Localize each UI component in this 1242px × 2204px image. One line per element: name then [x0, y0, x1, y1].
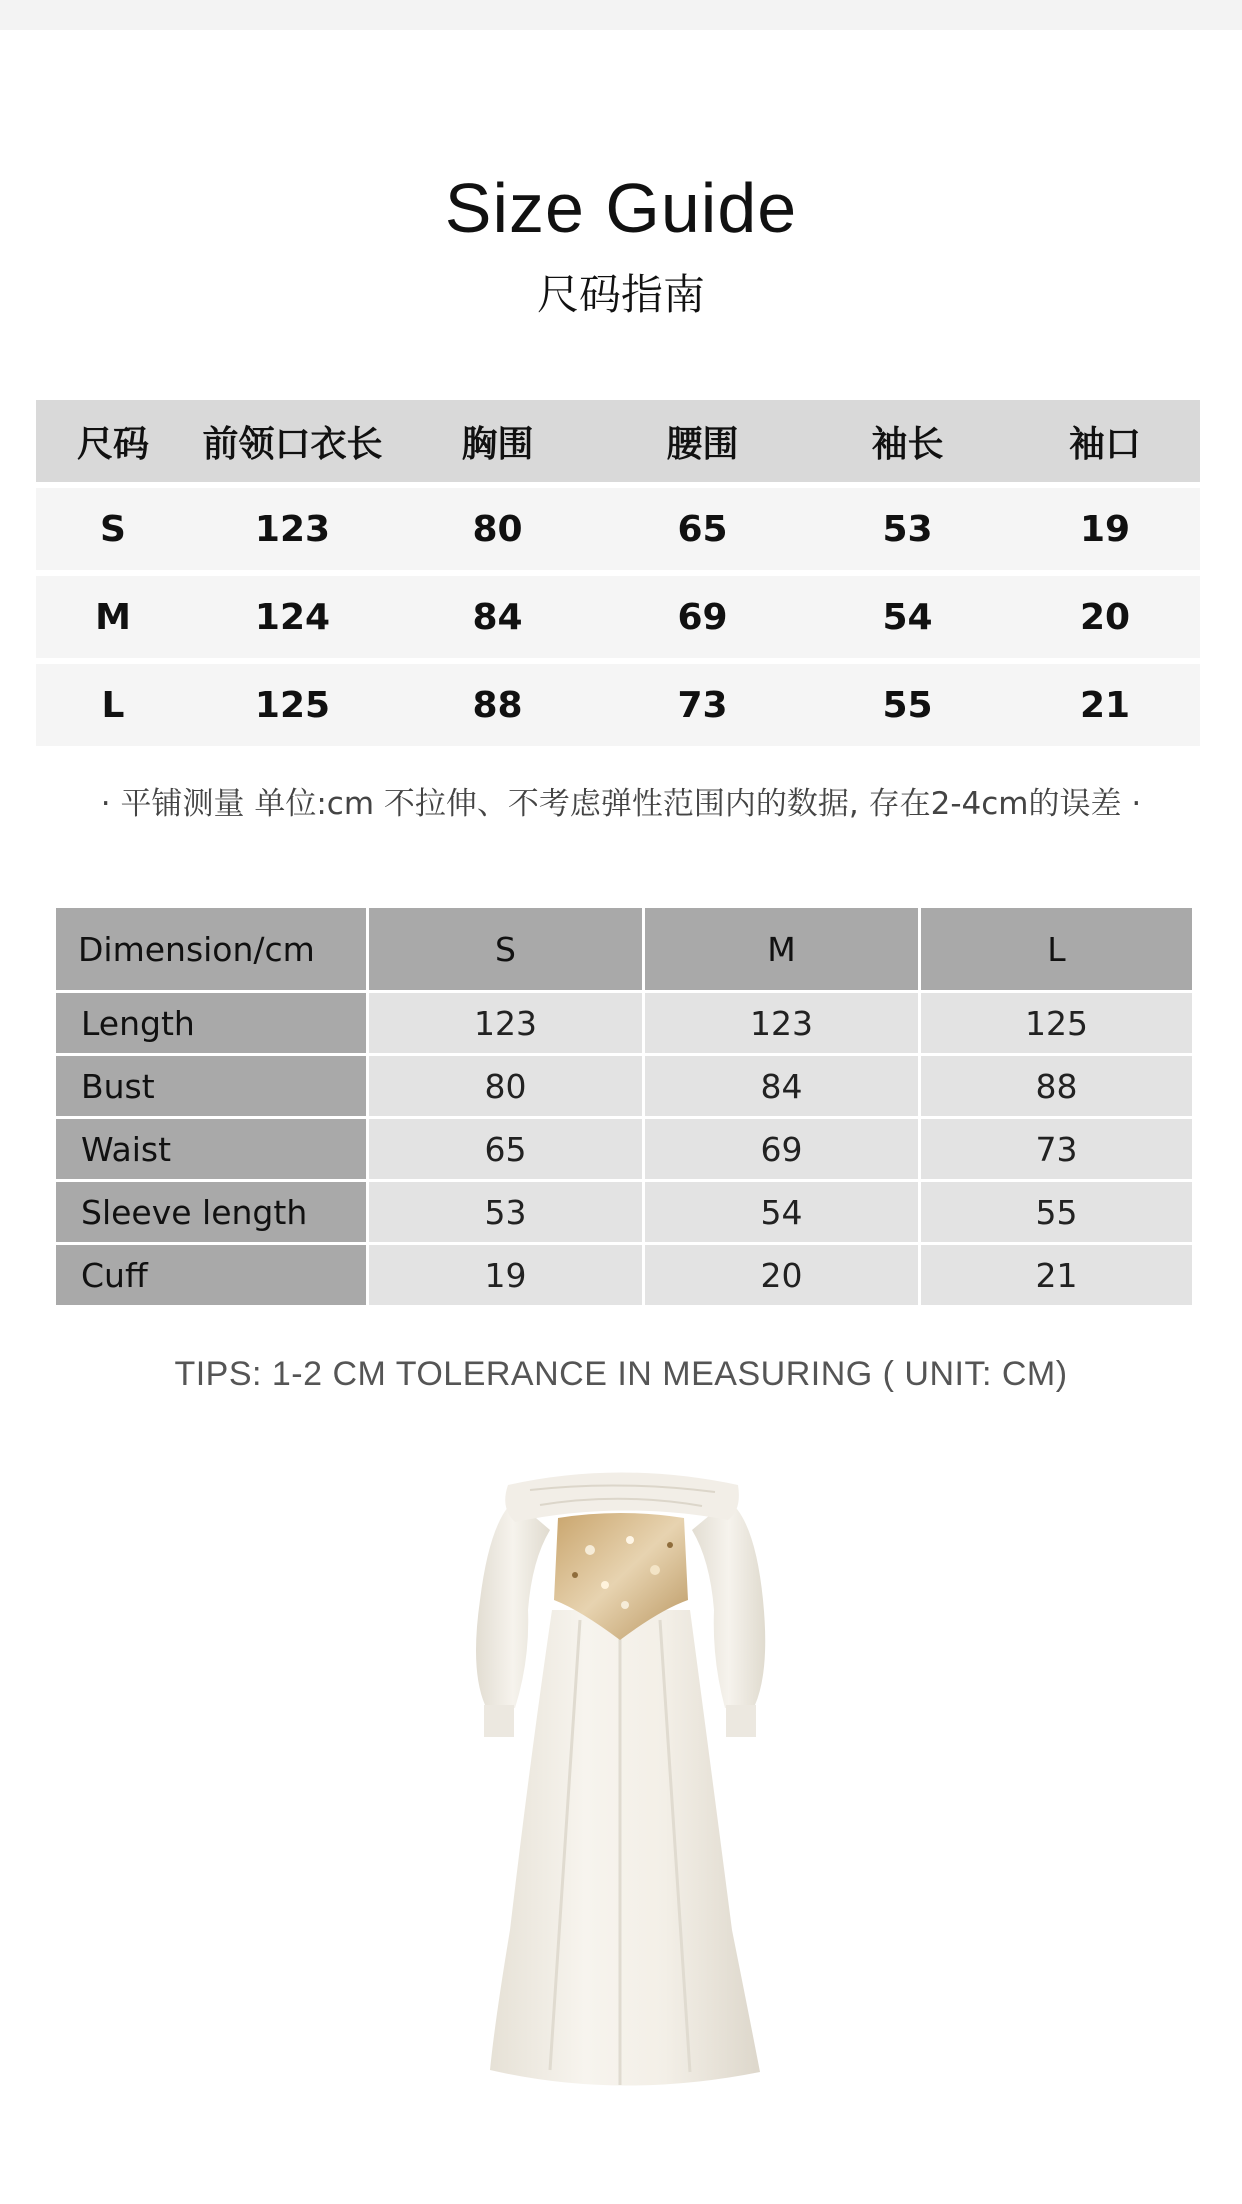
- table-row: [56, 993, 1192, 1053]
- row-label: Length: [56, 993, 366, 1053]
- table-cell: 88: [921, 1056, 1192, 1116]
- en-header-cell: Dimension/cm: [56, 908, 366, 990]
- table-cell: 20: [1079, 596, 1131, 638]
- table-cell: 73: [921, 1119, 1192, 1179]
- table-cell: 19: [369, 1245, 642, 1305]
- table-cell: S: [100, 508, 126, 550]
- table-cell: 69: [645, 1119, 918, 1179]
- page-title: Size Guide: [444, 169, 798, 247]
- table-cell: 19: [1079, 508, 1131, 550]
- table-cell: 69: [677, 596, 728, 638]
- table-cell: M: [95, 596, 131, 638]
- row-label: Sleeve length: [56, 1182, 366, 1242]
- table-cell: 20: [645, 1245, 918, 1305]
- table-cell: 80: [369, 1056, 642, 1116]
- table-cell: 21: [921, 1245, 1192, 1305]
- table-cell: 55: [882, 684, 933, 726]
- cn-table-header: [36, 400, 1200, 482]
- tolerance-tips: TIPS: 1-2 CM TOLERANCE IN MEASURING ( UNIT: CM): [174, 1355, 1068, 1393]
- table-cell: 123: [254, 508, 331, 550]
- row-label: Cuff: [56, 1245, 366, 1305]
- cn-size-table: [36, 400, 1200, 752]
- row-label: Waist: [56, 1119, 366, 1179]
- table-cell: 54: [882, 596, 933, 638]
- table-row: [36, 664, 1200, 746]
- table-cell: 53: [369, 1182, 642, 1242]
- table-cell: 73: [677, 684, 728, 726]
- table-cell: 80: [472, 508, 523, 550]
- cn-header-cell: 袖长: [871, 423, 944, 465]
- table-row: [56, 1056, 1192, 1116]
- en-header-cell: L: [921, 908, 1192, 990]
- table-cell: 65: [677, 508, 728, 550]
- cn-header-cell: 胸围: [461, 423, 534, 465]
- cn-header-cell: 前领口衣长: [202, 423, 383, 465]
- table-row: [56, 1245, 1192, 1305]
- cn-header-cell: 尺码: [76, 423, 149, 465]
- table-cell: 84: [472, 596, 523, 638]
- table-row: [36, 576, 1200, 658]
- en-header-cell: S: [369, 908, 642, 990]
- page-subtitle: 尺码指南: [536, 270, 705, 319]
- table-row: [56, 1119, 1192, 1179]
- table-cell: 55: [921, 1182, 1192, 1242]
- en-header-cell: M: [645, 908, 918, 990]
- table-cell: 53: [882, 508, 933, 550]
- table-row: [36, 488, 1200, 570]
- cn-header-cell: 腰围: [666, 423, 739, 465]
- table-cell: L: [101, 684, 125, 726]
- table-cell: 124: [254, 596, 331, 638]
- dress-product-image: [470, 1460, 770, 2100]
- table-cell: 125: [254, 684, 331, 726]
- table-cell: 54: [645, 1182, 918, 1242]
- cn-header-cell: 袖口: [1068, 423, 1141, 465]
- table-cell: 123: [369, 993, 642, 1053]
- table-cell: 125: [921, 993, 1192, 1053]
- table-row: [56, 1182, 1192, 1242]
- table-cell: 84: [645, 1056, 918, 1116]
- table-cell: 21: [1079, 684, 1131, 726]
- en-size-table: [56, 908, 1192, 1308]
- table-cell: 123: [645, 993, 918, 1053]
- row-label: Bust: [56, 1056, 366, 1116]
- table-cell: 65: [369, 1119, 642, 1179]
- table-cell: 88: [472, 684, 523, 726]
- top-strip: [0, 0, 1242, 30]
- measurement-note: · 平铺测量 单位:cm 不拉伸、不考虑弹性范围内的数据, 存在2-4cm的误差 ·: [100, 786, 1142, 822]
- en-table-header: [56, 908, 1192, 990]
